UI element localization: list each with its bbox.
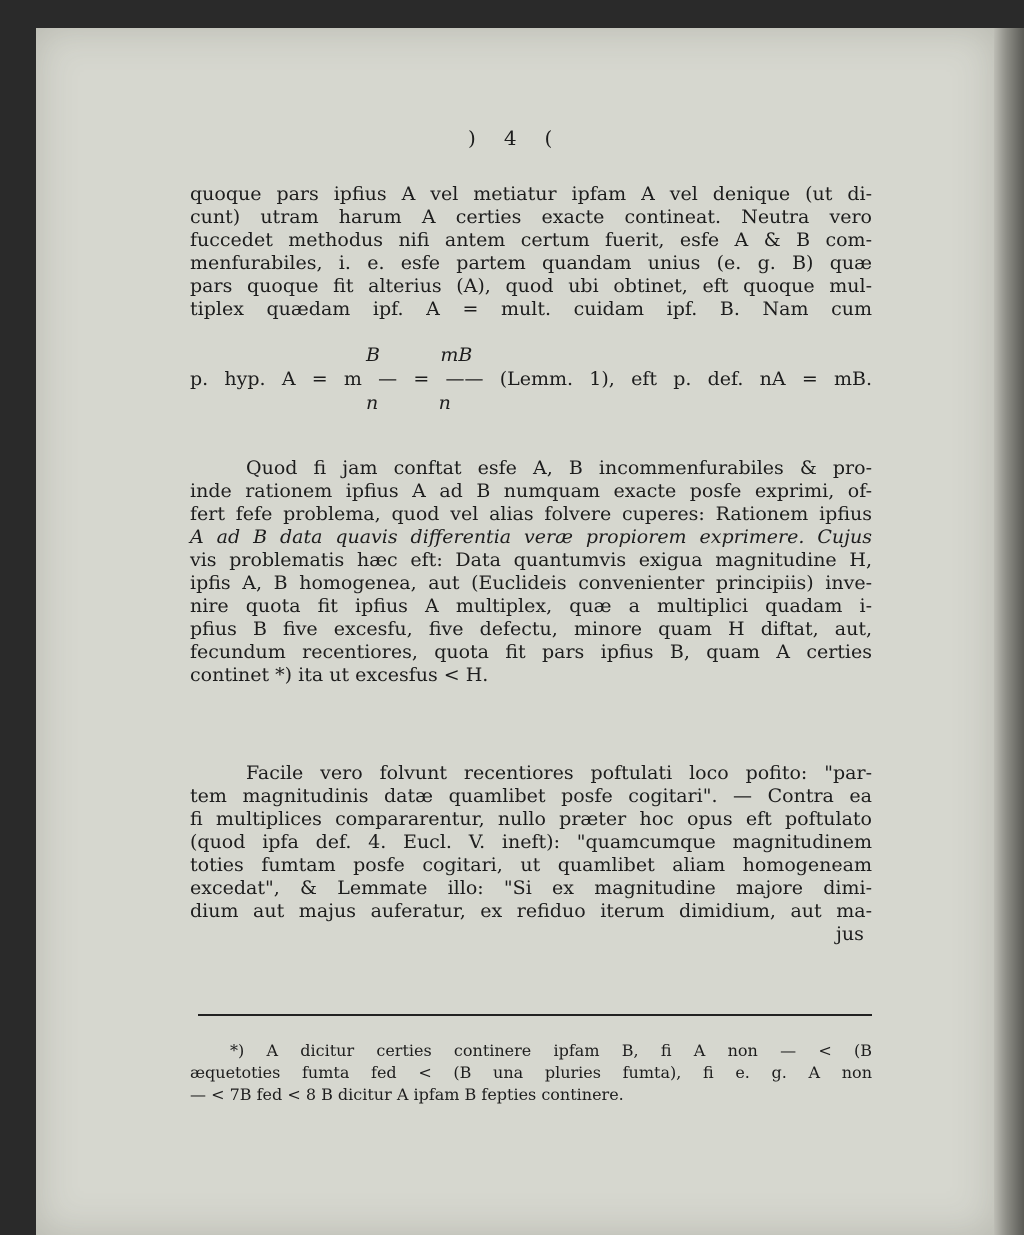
page-edge <box>994 28 1024 1235</box>
page-header <box>468 126 580 150</box>
text-line: continet *) ita ut excesfus < H. <box>190 664 489 686</box>
text-line: dium aut majus auferatur, ex refiduo iterum dimidium, aut ma- <box>190 900 872 922</box>
text-line: tiplex quædam ipf. A = mult. cuidam ipf. B. Nam cum <box>190 298 872 320</box>
text-line: pars quoque fit alterius (A), quod ubi obtinet, eft quoque mul- <box>190 275 872 297</box>
text-line: fi multiplices compararentur, nullo præter hoc opus eft poftulato <box>190 808 872 830</box>
formula-main: p. hyp. A = m — = —— (Lemm. 1), eft p. def. nA = mB. <box>190 368 872 390</box>
footnote-line: *) A dicitur certies continere ipfam B, fi A non — < (B <box>230 1041 872 1060</box>
header-left-bracket: ) <box>468 126 504 150</box>
text-line: fecundum recentiores, quota fit pars ipfius B, quam A certies <box>190 641 872 663</box>
text-line: vis problematis hæc eft: Data quantumvis exigua magnitudine H, <box>190 549 872 571</box>
text-line: Facile vero folvunt recentiores poftulati loco pofito: "par- <box>246 762 872 784</box>
text-line: toties fumtam posfe cogitari, ut quamlibet aliam homogeneam <box>190 854 872 876</box>
text-line: inde rationem ipfius A ad B numquam exacte posfe exprimi, of- <box>190 480 872 502</box>
text-line: A ad B data quavis differentia veræ propiorem exprimere. Cujus <box>190 526 872 548</box>
text-line: (quod ipfa def. 4. Eucl. V. ineft): "quamcumque magnitudinem <box>190 831 872 853</box>
text-line: quoque pars ipfius A vel metiatur ipfam A vel denique (ut di- <box>190 183 872 205</box>
footnote-rule <box>198 1014 872 1016</box>
text-line: tem magnitudinis datæ quamlibet posfe cogitari". — Contra ea <box>190 785 872 807</box>
text-line: cunt) utram harum A certies exacte contineat. Neutra vero <box>190 206 872 228</box>
text-line: pfius B five excesfu, five defectu, minore quam H diftat, aut, <box>190 618 872 640</box>
header-right-bracket: ( <box>544 126 581 150</box>
text-line: Quod fi jam conftat esfe A, B incommenfurabiles & pro- <box>246 457 872 479</box>
page-number: 4 <box>503 126 545 150</box>
text-line: jus <box>836 923 864 945</box>
formula-numerators: B mB <box>366 344 473 366</box>
formula-denominators: n n <box>366 392 451 414</box>
footnote-line: — < 7B fed < 8 B dicitur A ipfam B fepties continere. <box>190 1085 624 1104</box>
text-line: nire quota fit ipfius A multiplex, quæ a multiplici quadam i- <box>190 595 872 617</box>
text-line: fuccedet methodus nifi antem certum fuerit, esfe A & B com- <box>190 229 872 251</box>
text-line: fert fefe problema, quod vel alias folvere cuperes: Rationem ipfius <box>190 503 872 525</box>
text-line: excedat", & Lemmate illo: "Si ex magnitudine majore dimi- <box>190 877 872 899</box>
footnote-line: æquetoties fumta fed < (B una pluries fumta), fi e. g. A non <box>190 1063 872 1082</box>
text-line: ipfis A, B homogenea, aut (Euclideis convenienter principiis) inve- <box>190 572 872 594</box>
text-line: menfurabiles, i. e. esfe partem quandam unius (e. g. B) quæ <box>190 252 872 274</box>
